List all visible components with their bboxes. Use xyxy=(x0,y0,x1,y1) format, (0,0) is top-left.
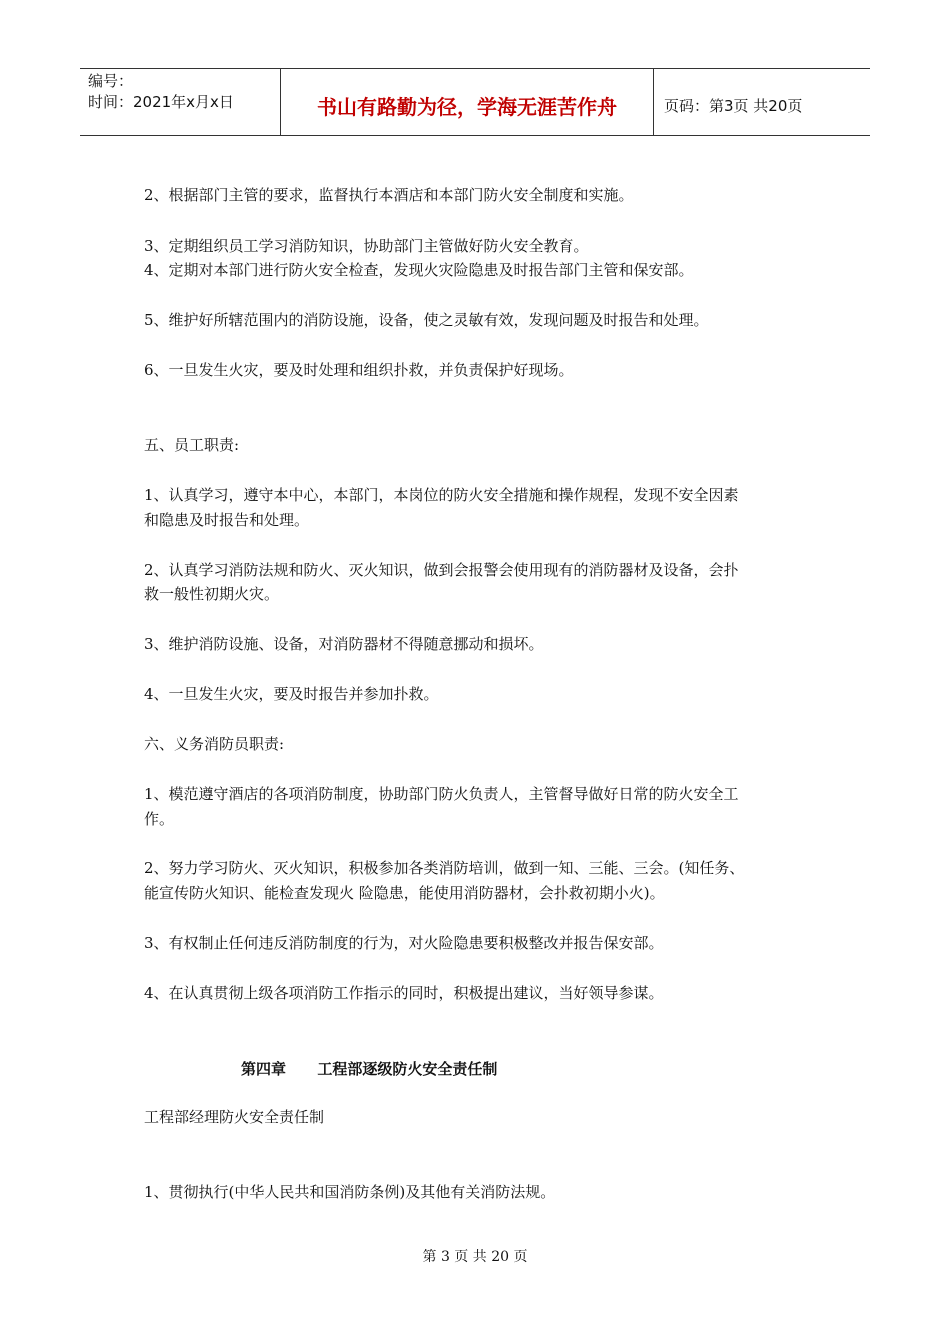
header-motto: 书山有路勤为径，学海无涯苦作舟 xyxy=(281,69,654,135)
paragraph-line: 4、定期对本部门进行防火安全检查，发现火灾险隐患及时报告部门主管和保安部。 xyxy=(144,261,694,279)
document-time: 时间：2021年x月x日 xyxy=(88,93,234,111)
paragraph-line: 3、定期组织员工学习消防知识，协助部门主管做好防火安全教育。 xyxy=(144,237,589,255)
paragraph-line: 作。 xyxy=(144,810,175,828)
paragraph-line: 2、认真学习消防法规和防火、灭火知识，做到会报警会使用现有的消防器材及设备，会扑 xyxy=(144,561,739,579)
document-number-label: 编号： xyxy=(88,72,134,90)
paragraph-line: 2、根据部门主管的要求，监督执行本酒店和本部门防火安全制度和实施。 xyxy=(144,186,634,204)
page-footer: 第 3 页 共 20 页 xyxy=(422,1249,528,1265)
paragraph-line: 1、模范遵守酒店的各项消防制度，协助部门防火负责人，主管督导做好日常的防火安全工 xyxy=(144,785,739,803)
paragraph-line: 3、有权制止任何违反消防制度的行为，对火险隐患要积极整改并报告保安部。 xyxy=(144,934,664,952)
chapter-title: 第四章 工程部逐级防火安全责任制 xyxy=(241,1060,498,1078)
section-heading: 六、义务消防员职责: xyxy=(144,735,285,753)
paragraph-line: 和隐患及时报告和处理。 xyxy=(144,511,310,529)
paragraph-line: 能宣传防火知识、能检查发现火 险隐患，能使用消防器材，会扑救初期小火)。 xyxy=(144,884,665,902)
section-heading: 工程部经理防火安全责任制 xyxy=(144,1108,325,1126)
section-heading: 五、员工职责: xyxy=(144,436,240,454)
header-meta xyxy=(80,69,281,135)
paragraph-line: 6、一旦发生火灾，要及时处理和组织扑救，并负责保护好现场。 xyxy=(144,361,574,379)
page-header xyxy=(80,68,870,136)
paragraph-line: 4、一旦发生火灾，要及时报告并参加扑救。 xyxy=(144,685,439,703)
paragraph-line: 1、认真学习，遵守本中心，本部门，本岗位的防火安全措施和操作规程，发现不安全因素 xyxy=(144,486,739,504)
paragraph-line: 救一般性初期火灾。 xyxy=(144,585,280,603)
header-page-info: 页码：第3页 共20页 xyxy=(664,96,803,115)
paragraph-line: 4、在认真贯彻上级各项消防工作指示的同时，积极提出建议，当好领导参谋。 xyxy=(144,984,664,1002)
paragraph-line: 5、维护好所辖范围内的消防设施，设备，使之灵敏有效，发现问题及时报告和处理。 xyxy=(144,311,709,329)
paragraph-line: 3、维护消防设施、设备，对消防器材不得随意挪动和损坏。 xyxy=(144,635,544,653)
paragraph-line: 1、贯彻执行(中华人民共和国消防条例)及其他有关消防法规。 xyxy=(144,1183,556,1201)
paragraph-line: 2、努力学习防火、灭火知识，积极参加各类消防培训，做到一知、三能、三会。(知任务、 xyxy=(144,859,745,877)
